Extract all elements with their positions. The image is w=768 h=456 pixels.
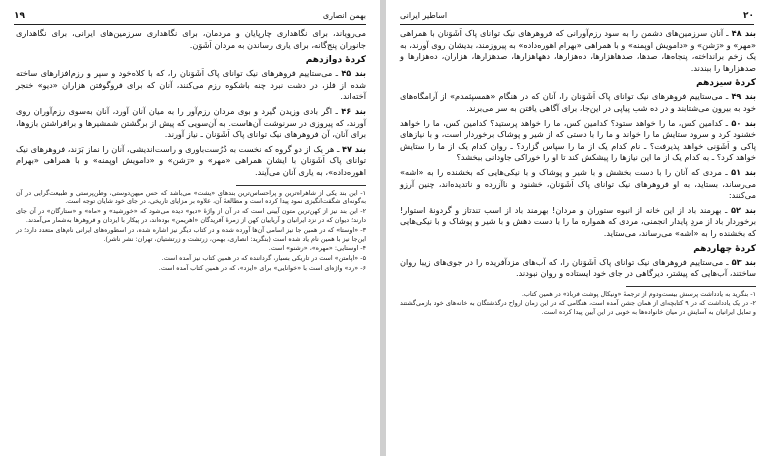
section-heading: کردهٔ سیزدهم <box>696 78 756 89</box>
paragraph-text: ـ می‌ستاییم فروهرهای نیک توانای پاک اَشَوَنان را، آنان که در هنگام «همسپثمدم» از آرامگاه‌های خود به بیرون می‌شتابند و در ده شب پیاپی در این‌جا، برای آگاهی یافتن به سر می‌برند. <box>400 91 756 113</box>
left-page-running-title: بهمن انصاری <box>322 11 366 20</box>
footnote: ۱- بنگرید به یادداشت پرسش بیست‌ودوم از ترجمهٔ «ونیکال پوشت فرباذ» در همین کتاب. <box>521 289 756 298</box>
paragraph <box>400 205 756 240</box>
left-page <box>0 0 380 456</box>
paragraph-label: بند ۴۸ <box>731 28 756 38</box>
paragraph-label: بند ۴۵ <box>341 68 367 79</box>
paragraph <box>16 28 366 51</box>
paragraph-text: می‌رویاند، برای نگاهداری چارپایان و مردمان، برای نگاهداری سرزمین‌های ایرانی، برای نگاهداری جانوران پنج‌گانه، برای یاری رساندن به مردان اَشَوَن. <box>16 28 366 50</box>
paragraph-label: بند ۴۹ <box>731 91 756 102</box>
footnote: ۲- در یک یادداشت که در ۹ کتابچه‌ای از همان جشن آمده است، هنگامی که در این زمان ارواح درگذشتگان به خانه‌های خود بازمی‌گشتند و تمایل ایرانیان به آسایش در میان خانواده‌ها به خوبی در این آیین پیدا کرده است. <box>400 299 756 317</box>
footnote: ۵- «اپامتن» است در تاریکی بسیار، گرداننده که در همین کتاب نیز آمده است. <box>161 254 366 263</box>
paragraph-label: بند ۴۷ <box>341 143 366 154</box>
right-page-number: ۲۰ <box>743 11 754 21</box>
right-page-running-title: اساطیر ایرانی <box>400 11 448 20</box>
paragraph-text: ـ مردی که آنان را با دست بخشش و با شیر و پوشاک و با نیکی‌هایی که بخشنده را به «اشه» می‌رساند، بستاید، به او فروهرهای نیک توانای پاک اَشَوَنان، خشنود و ناآزرده و ناتدیده‌اند، چنین آرزو می‌کنند: <box>400 166 756 201</box>
paragraph <box>400 118 756 164</box>
paragraph-label: بند ۵۳ <box>731 256 757 267</box>
section-heading: کردهٔ چهاردهم <box>693 243 756 254</box>
paragraph-label: بند ۵۱ <box>731 166 756 177</box>
footnote-divider <box>626 286 756 287</box>
footnote: ۲- این بند نیز از کهن‌ترین متون آیینی است که در آن از واژهٔ «دیو» دیده می‌شود که «خورشید» و «ماه» و «ستارگان» در آن جای دارند؛ دیوان که در نزد ایرانیان و آریاییان کهن از زمرهٔ آفریدگان «اهریمن» بوده‌اند، در پیکار با ایزدان و فروهرها به‌شمار می‌آمدند. <box>16 207 366 224</box>
paragraph-text: ـ آنان سرزمین‌های دشمن را به سود رزم‌آورانی که فروهرهای نیک توانای پاک اَشَوَنان با همراهی «مهر» و «رَشن» و «دامویش اوپمنه» و با همراهی «بهرام اهوره‌داده» به پیروزمند، بدیشان روی آورند، به یک زخم برانداخته، پنجاه‌ها، صدها، صدهاهزارها، ده‌هزارها، دهها‌هزارها، صدهزارها، هزاران، ده‌هزارها و صدهزارها را ببندند. <box>400 28 756 73</box>
right-page <box>386 0 768 456</box>
paragraph <box>400 28 756 74</box>
right-page-header <box>400 10 754 25</box>
paragraph <box>16 144 366 179</box>
paragraph-label: بند ۴۶ <box>341 105 366 116</box>
footnote: ۶- «رد» واژه‌ای است با «خوانایی» برای «ایزد»، که در همین کتاب آمده است. <box>158 263 366 272</box>
paragraph <box>16 68 366 103</box>
paragraph-label: بند ۵۰ <box>731 117 756 128</box>
paragraph <box>16 106 366 141</box>
paragraph-text: ـ می‌ستاییم فروهرهای نیک توانای پاک اَشَوَنان را، که با کلاه‌خود و سپر و رزم‌افزارهای ساخته شده از فلز، در دشت نبرد چنه باشکوه رزم می‌کنند، آنان که برای فروگوفتن هزاران «دیو» خنجر آخته‌اند. <box>16 68 366 102</box>
paragraph-text: ـ می‌ستاییم فروهرهای نیک توانای پاک اَشَوَنان را، که آب‌های مزدآفریده را در جوی‌های زیبا روان ساختند، آب‌هایی که پیشتر، دیرگاهی در جای خود ایستاده و روان نبودند. <box>400 256 756 279</box>
footnote: ۴- اوستایی: «مهره»، «رشنو» است. <box>268 244 366 253</box>
left-page-header <box>14 10 366 25</box>
paragraph-text: ـ هر یک از دو گروه که نخست به دُرُست‌باوری و راست‌اندیشی، آنان را نماز بَرَند، فروهرهای نیک توانای پاک اَشَوَنان با ایشان همراهی «مهر» و «رَشن» و «دامویش اوپمنه» و با همراهی «بهرام اهوره‌داده»، به یاری آنان می‌آیند. <box>16 143 366 177</box>
section-heading: کردهٔ دوازدهم <box>305 55 366 66</box>
left-page-number: ۱۹ <box>14 11 25 21</box>
footnote: ۱- این بند یکی از شاهراه‌ترین و پراحساس‌ترین بندهای «یشت» می‌باشد که حس میهن‌دوستی، وطن‌پرستی و طبیعت‌گرایی در آن به‌گونه‌ای شگفت‌انگیزی نمود پیدا کرده است و مطالعهٔ آن، علاوه بر مزایای تاریخی، در جای خود شایان توجه است. <box>16 188 366 206</box>
paragraph-text: ـ بهرمند باد از این خانه از انبوه ستوران و مردان! بهرمند باد از اسب تندتاز و گردونهٔ استوار! برخوردار باد از مردِ پایدار انجمنی، مردی که همواره ما را با دست دهش و با شیر و پوشاک و با نیکی‌هایی که بخشنده را به «اشه» می‌رساند، می‌ستاید. <box>400 204 756 238</box>
paragraph <box>400 91 756 114</box>
paragraph <box>400 257 756 280</box>
paragraph-text: ـ کدامین کس، ما را خواهد ستود؟ کدامین کس، ما را خواهد پرستید؟ کدامین کس، ما را خواهد خشنود کرد و سرود ستایش ما را خواند و ما را با دستی که از شیر و پوشاک برخوردار است، و با نیازهای پاکی و اَشَوَنی خواهد پذیرفت؟ ـ نام کدام یک از ما را سپاس گزارد؟ ـ روان کدام یک از ما را ستایش خواهد کرد؟ ـ به کدام یک از ما این نیازها را پیشکش کند تا او را خوراکی جاودانی ببخشد؟ <box>400 117 756 163</box>
paragraph <box>400 167 756 202</box>
footnote-divider <box>236 185 366 186</box>
paragraph-text: ـ اگر بادی وزیدن گیرد و بوی مردان رزم‌آور را به میان آنان آورد، آنان به‌سوی رزم‌آوران روی آورند، که پیروزی در سرنوشت آن‌هاست. به آن‌سویی که پیش از برگشتن شمشیرها و برافراشتن بازوها، برای آنان، آن فروهرهای نیک توانای پاک اَشَوَنان ـ نیاز آورند. <box>16 105 366 140</box>
paragraph-label: بند ۵۲ <box>731 204 757 215</box>
footnote: ۳- «اوستا» که در همین جا نیز اسامی آن‌ها آورده شده و در کتاب دیگر نیز اشاره شده، در اسطوره‌های ایرانی نام‌های متعدد دارد؛ در این‌جا نیز با همین نام یاد شده است (بنگرید: انصاری، بهمن، زرتشت و زرتشتیان، تهران: نشر ناشر). <box>16 225 366 243</box>
